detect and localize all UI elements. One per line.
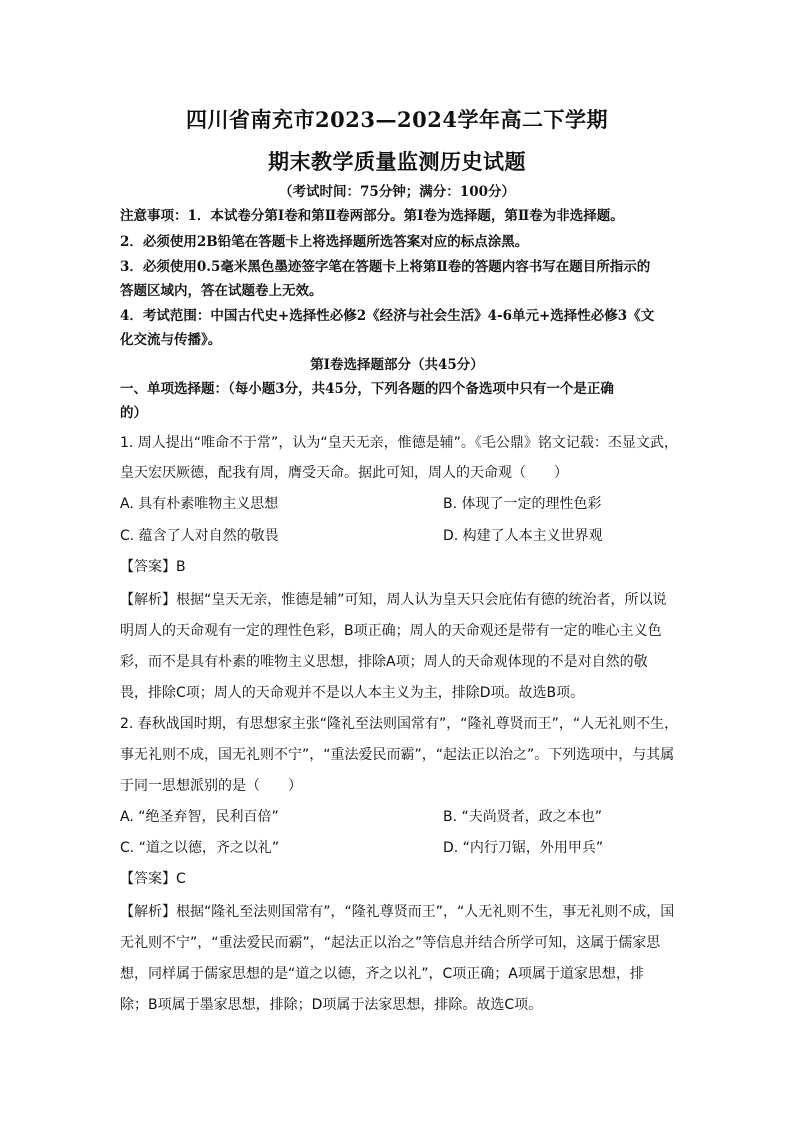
note-line-4: 答题区域内，答在试题卷上无效。 bbox=[120, 283, 323, 299]
title-line-2: 期末教学质量监测历史试题 bbox=[268, 149, 526, 174]
q2-explanation-line-3: 想，同样属于儒家思想的是“道之以德，齐之以礼”，C项正确；A项属于道家思想，排 bbox=[120, 966, 644, 982]
q2-answer: 【答案】C bbox=[120, 871, 186, 887]
q1-explanation-line-2: 明周人的天命观有一定的理性色彩，B项正确；周人的天命观还是带有一定的唯心主义色 bbox=[120, 623, 662, 639]
section-instruction-1: 一、单项选择题：（每小题3分，共45分，下列各题的四个备选项中只有一个是正确 bbox=[120, 381, 614, 397]
q1-option-c: C. 蕴含了人对自然的敬畏 bbox=[120, 528, 279, 544]
section-instruction-2: 的） bbox=[120, 405, 147, 421]
note-line-2: 2．必须使用2B铅笔在答题卡上将选择题所选答案对应的标点涂黑。 bbox=[120, 234, 529, 250]
q2-stem-line-1: 2. 春秋战国时期，有思想家主张“隆礼至法则国常有”，“隆礼尊贤而王”，“人无礼则不生， bbox=[120, 716, 679, 732]
q2-option-a: A. “绝圣弃智，民利百倍” bbox=[120, 809, 279, 825]
q1-explanation-line-3: 彩，而不是具有朴素的唯物主义思想，排除A项；周人的天命观体现的不是对自然的敬 bbox=[120, 654, 648, 670]
q2-option-d: D. “内行刀锯，外用甲兵” bbox=[443, 840, 604, 856]
q1-option-a: A. 具有朴素唯物主义思想 bbox=[120, 496, 279, 512]
note-line-3: 3．必须使用0.5毫米黑色墨迹签字笔在答题卡上将第Ⅱ卷的答题内容书写在题目所指示的 bbox=[120, 259, 651, 275]
q1-answer: 【答案】B bbox=[120, 559, 186, 575]
title-line-1: 四川省南充市2023—2024学年高二下学期 bbox=[186, 107, 608, 132]
q1-stem-line-1: 1. 周人提出“唯命不于常”，认为“皇天无亲，惟德是辅”。《毛公鼎》铭文记载：丕显文武， bbox=[120, 435, 678, 451]
exam-info: （考试时间：75分钟；满分：100分） bbox=[279, 184, 515, 200]
note-line-5: 4．考试范围：中国古代史+选择性必修2《经济与社会生活》4-6单元+选择性必修3《文 bbox=[120, 308, 655, 324]
q1-option-d: D. 构建了人本主义世界观 bbox=[443, 528, 603, 544]
q2-stem-line-3: 于同一思想派别的是（ ） bbox=[120, 778, 302, 794]
q1-stem-line-2: 皇天宏厌厥德，配我有周，膺受天命。据此可知，周人的天命观（ ） bbox=[120, 465, 568, 481]
q2-stem-line-2: 事无礼则不成，国无礼则不宁”，“重法爱民而霸”，“起法正以治之”。下列选项中，与其属 bbox=[120, 747, 675, 763]
q2-explanation-line-2: 无礼则不宁”，“重法爱民而霸”，“起法正以治之”等信息并结合所学可知，这属于儒家思 bbox=[120, 935, 661, 951]
note-line-6: 化交流与传播》。 bbox=[120, 332, 222, 348]
note-line-1: 注意事项：1．本试卷分第Ⅰ卷和第Ⅱ卷两部分。第Ⅰ卷为选择题，第Ⅱ卷为非选择题。 bbox=[120, 208, 624, 224]
q2-explanation-line-1: 【解析】根据“隆礼至法则国常有”，“隆礼尊贤而王”，“人无礼则不生，事无礼则不成，国 bbox=[120, 904, 675, 920]
q1-explanation-line-4: 畏，排除C项；周人的天命观并不是以人本主义为主，排除D项。故选B项。 bbox=[120, 685, 585, 701]
q2-option-b: B. “夫尚贤者，政之本也” bbox=[443, 809, 603, 825]
q1-option-b: B. 体现了一定的理性色彩 bbox=[443, 496, 602, 512]
q2-option-c: C. “道之以德，齐之以礼” bbox=[120, 840, 280, 856]
part-title: 第Ⅰ卷选择题部分（共45分） bbox=[310, 357, 484, 373]
q2-explanation-line-4: 除；B项属于墨家思想，排除；D项属于法家思想，排除。故选C项。 bbox=[120, 997, 543, 1013]
q1-explanation-line-1: 【解析】根据“皇天无亲，惟德是辅”可知，周人认为皇天只会庇佑有德的统治者，所以说 bbox=[120, 592, 667, 608]
